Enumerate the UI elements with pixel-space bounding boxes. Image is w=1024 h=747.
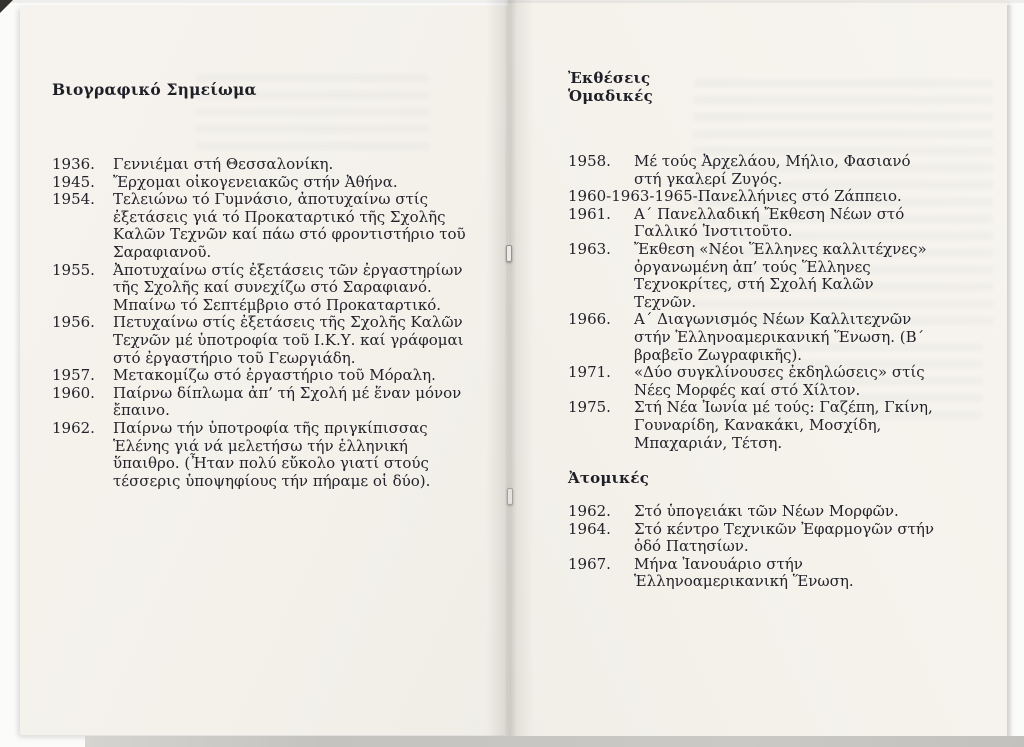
scan-top-edge [0,0,1024,3]
right-page [508,1,1008,740]
left-page-content [52,80,466,490]
exhibition-entry [568,241,940,311]
entry-year: 1958. [568,152,611,170]
entry-text: «Δύο συγκλίνουσες ἐκδηλώσεις» στίς Νέες Μορφές καί στό Χίλτον. [634,363,925,399]
staple-icon [507,488,513,505]
exhibition-entry [568,153,940,188]
entry-year: 1971. [568,363,611,382]
exhibition-entry [568,503,940,521]
entry-text: Γεννιέμαι στή Θεσσαλονίκη. [113,155,334,173]
entry-text: Στό ὑπογειάκι τῶν Νέων Μορφῶν. [634,502,899,521]
entry-year: 1954. [52,190,95,209]
entry-text: Τελειώνω τό Γυμνάσιο, ἀποτυχαίνω στίς ἐξετάσεις γιά τό Προκαταρτικό τῆς Σχολῆς Καλῶν Τεχνῶν καί πάω στό φροντιστήριο τοῦ Σαραφιανοῦ. [113,190,466,261]
exhibition-entry [568,311,940,364]
entry-text: Μέ τούς Ἀρχελάου, Μήλιο, Φασιανό στή γκαλερί Ζυγός. [634,152,911,188]
right-page-content [568,69,940,591]
entry-year: 1936. [52,155,95,173]
left-page [20,6,508,735]
entry-text: Ἀποτυχαίνω στίς ἐξετάσεις τῶν ἐργαστηρίων τῆς Σχολῆς καί συνεχίζω στό Σαραφιανό. Μπαίνω τό Σεπτέμβριο στό Προκαταρτικό. [113,260,463,314]
bio-entry [52,420,466,490]
entry-text: 1960-1963-1965-Πανελλήνιες στό Ζάππειο. [568,187,902,206]
bio-entry [52,367,466,385]
entry-year: 1962. [52,418,95,437]
left-page-title: Βιογραφικό Σημείωμα [52,80,257,99]
entry-text: Ἔκθεση «Νέοι Ἕλληνες καλλιτέχνες» ὀργανωμένη ἀπ’ τούς Ἕλληνες Τεχνοκρίτες, στή Σχολή Καλῶν Τεχνῶν. [634,239,927,311]
entry-year: 1955. [52,260,95,279]
exhibition-entry [568,556,940,591]
entry-year: 1975. [568,398,611,417]
scan-corner-artifact [0,0,13,13]
entry-text: Μετακομίζω στό ἐργαστήριο τοῦ Μόραλη. [113,366,436,385]
entry-text: Α´ Πανελλαδική Ἔκθεση Νέων στό Γαλλικό Ἰνστιτοῦτο. [634,204,905,241]
bio-entry [52,191,466,261]
exhibition-entry [568,521,940,556]
entry-text: Μήνα Ἰανουάριο στήν Ἑλληνοαμερικανική Ἕνωση. [634,554,854,591]
solo-exhibitions-title: Ἀτομικές [568,469,650,488]
group-exhibitions-title: Ὁμαδικές [568,87,653,105]
entry-year: 1957. [52,366,95,385]
entry-text: Παίρνω δίπλωμα ἀπ’ τή Σχολή μέ ἕναν μόνον ἔπαινο. [113,383,462,420]
exhibition-entry [568,364,940,399]
entry-year: 1962. [568,502,611,521]
right-page-title: Ἐκθέσεις [568,69,651,87]
bio-entry [52,314,466,367]
entry-year: 1960. [52,383,95,402]
exhibition-entry [568,399,940,452]
scan-bottom-edge [85,736,1024,747]
entry-text: Α´ Διαγωνισμός Νέων Καλλιτεχνῶν στήν Ἑλληνοαμερικανική Ἕνωση. (Β´ βραβεῖο Ζωγραφικῆς). [634,310,925,364]
entry-text: Παίρνω τήν ὑποτροφία τῆς πριγκίπισσας Ἑλένης γιά νά μελετήσω τήν ἑλληνική ὕπαιθρο. (Ἦταν πολύ εὔκολο γιατί στούς τέσσερις ὑποψηφίους τήν πήραμε οἱ δύο). [113,418,431,490]
entry-text: Ἔρχομαι οἰκογενειακῶς στήν Ἀθήνα. [113,172,398,191]
entry-year: 1964. [568,519,611,538]
entry-text: Πετυχαίνω στίς ἐξετάσεις τῆς Σχολῆς Καλῶν Τεχνῶν μέ ὑποτροφία τοῦ Ι.Κ.Υ. καί γράφομαι στό ἐργαστήριο τοῦ Γεωργιάδη. [113,313,464,367]
entry-year: 1967. [568,554,611,573]
exhibition-entry [568,188,940,206]
right-page-headings [568,69,940,105]
bio-entry [52,174,466,192]
entry-text: Στό κέντρο Τεχνικῶν Ἐφαρμογῶν στήν ὁδό Πατησίων. [634,519,934,556]
exhibition-entry [568,206,940,241]
bio-entry [52,385,466,420]
bio-entry [52,262,466,315]
entry-year: 1945. [52,172,95,191]
entry-year: 1966. [568,310,611,329]
stacked-page-edges [1007,5,1011,737]
bio-entry [52,156,466,174]
entry-text: Στή Νέα Ἰωνία μέ τούς: Γαζέπη, Γκίνη, Γουναρίδη, Κανακάκι, Μοσχίδη, Μπαχαριάν, Τέτση. [634,398,933,452]
entry-year: 1963. [568,239,611,258]
staple-icon [506,245,512,262]
entry-year: 1956. [52,313,95,332]
entry-year: 1961. [568,204,611,223]
